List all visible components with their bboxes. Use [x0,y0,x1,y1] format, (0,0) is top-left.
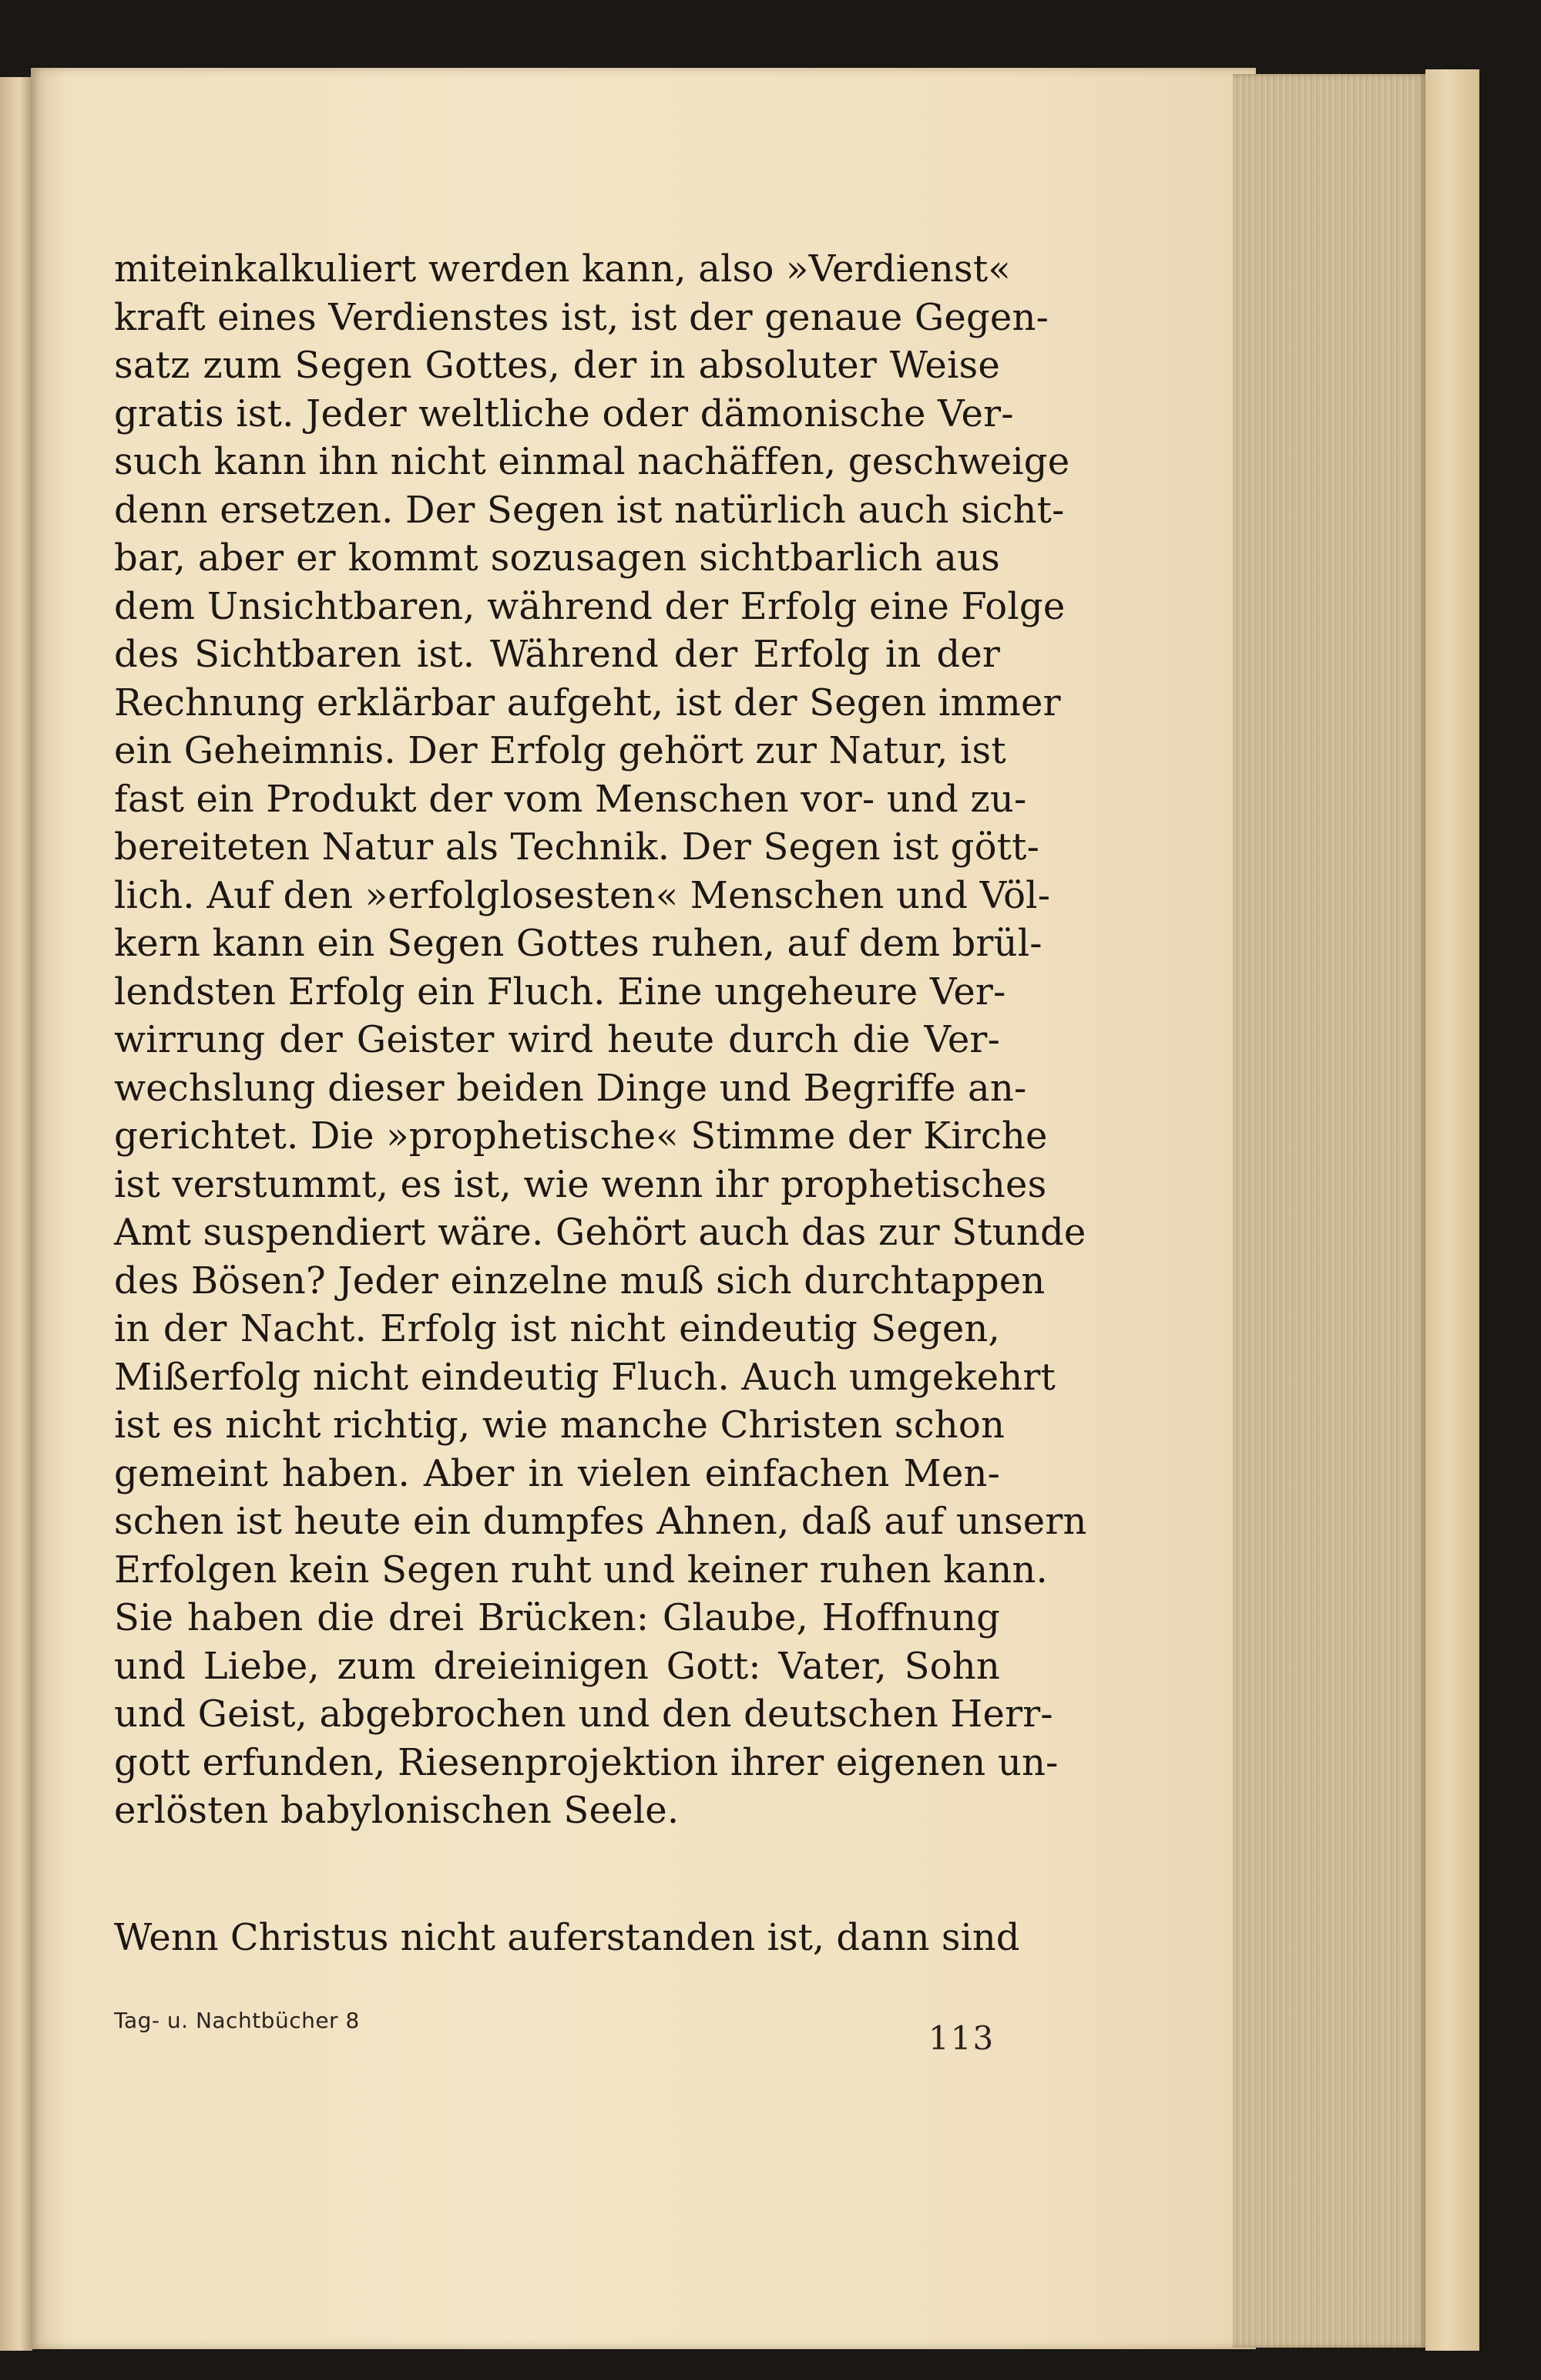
page-number: 113 [928,2019,995,2057]
text-line: gemeint haben. Aber in vielen einfachen Men- [114,1451,1000,1495]
text-line: wechslung dieser beiden Dinge und Begriffe an- [114,1066,1027,1110]
text-line: satz zum Segen Gottes, der in absoluter Weise [114,344,1000,387]
text-line: miteinkalkuliert werden kann, also »Verdienst« [114,247,1011,291]
text-line: gratis ist. Jeder weltliche oder dämonische Ver- [114,392,1014,435]
text-line: des Sichtbaren ist. Während der Erfolg in der [114,633,1000,676]
text-line: ein Geheimnis. Der Erfolg gehört zur Natur, ist [114,729,1006,772]
text-line: fast ein Produkt der vom Menschen vor- und zu- [114,777,1027,821]
text-line: in der Nacht. Erfolg ist nicht eindeutig Segen, [114,1307,1000,1350]
text-line: such kann ihn nicht einmal nachäffen, geschweige [114,440,1070,483]
text-line: gott erfunden, Riesenprojektion ihrer eigenen un- [114,1740,1059,1784]
text-line: bereiteten Natur als Technik. Der Segen ist gött- [114,825,1040,869]
text-line: wirrung der Geister wird heute durch die Ver- [114,1018,1000,1061]
body-text [114,245,1087,1835]
text-line: bar, aber er kommt sozusagen sichtbarlich aus [114,536,1000,580]
text-line: kern kann ein Segen Gottes ruhen, auf dem brül- [114,922,1042,965]
text-line: des Bösen? Jeder einzelne muß sich durchtappen [114,1259,1046,1303]
text-line: lich. Auf den »erfolglosesten« Menschen und Völ- [114,873,1051,917]
text-line: gerichtet. Die »prophetische« Stimme der Kirche [114,1114,1048,1158]
text-line: und Geist, abgebrochen und den deutschen Herr- [114,1693,1053,1736]
page-stack-edge [1233,74,1425,2348]
cover-edge [1425,69,1479,2351]
text-line: lendsten Erfolg ein Fluch. Eine ungeheure Ver- [114,970,1006,1014]
text-line: kraft eines Verdienstes ist, ist der genaue Gegen- [114,295,1049,339]
paragraph-opening-line: Wenn Christus nicht auferstanden ist, dann sind [114,1916,1020,1959]
text-line: schen ist heute ein dumpfes Ahnen, daß auf unsern [114,1500,1087,1543]
text-line: Sie haben die drei Brücken: Glaube, Hoffnung [114,1596,1000,1639]
text-line: und Liebe, zum dreieinigen Gott: Vater, Sohn [114,1644,1000,1688]
text-line: Erfolgen kein Segen ruht und keiner ruhen kann. [114,1548,1048,1592]
text-line: ist verstummt, es ist, wie wenn ihr prophetisches [114,1162,1047,1206]
text-line: erlösten babylonischen Seele. [114,1789,680,1832]
text-line: Amt suspendiert wäre. Gehört auch das zur Stunde [114,1211,1086,1254]
text-line: Mißerfolg nicht eindeutig Fluch. Auch umgekehrt [114,1355,1056,1399]
text-line: dem Unsichtbaren, während der Erfolg eine Folge [114,584,1066,628]
left-page-edge [0,77,32,2351]
printer-signature: Tag- u. Nachtbücher 8 [114,2008,360,2033]
text-line: ist es nicht richtig, wie manche Christen schon [114,1403,1006,1447]
text-line: denn ersetzen. Der Segen ist natürlich auch sicht- [114,488,1065,532]
text-line: Rechnung erklärbar aufgeht, ist der Segen immer [114,681,1061,724]
